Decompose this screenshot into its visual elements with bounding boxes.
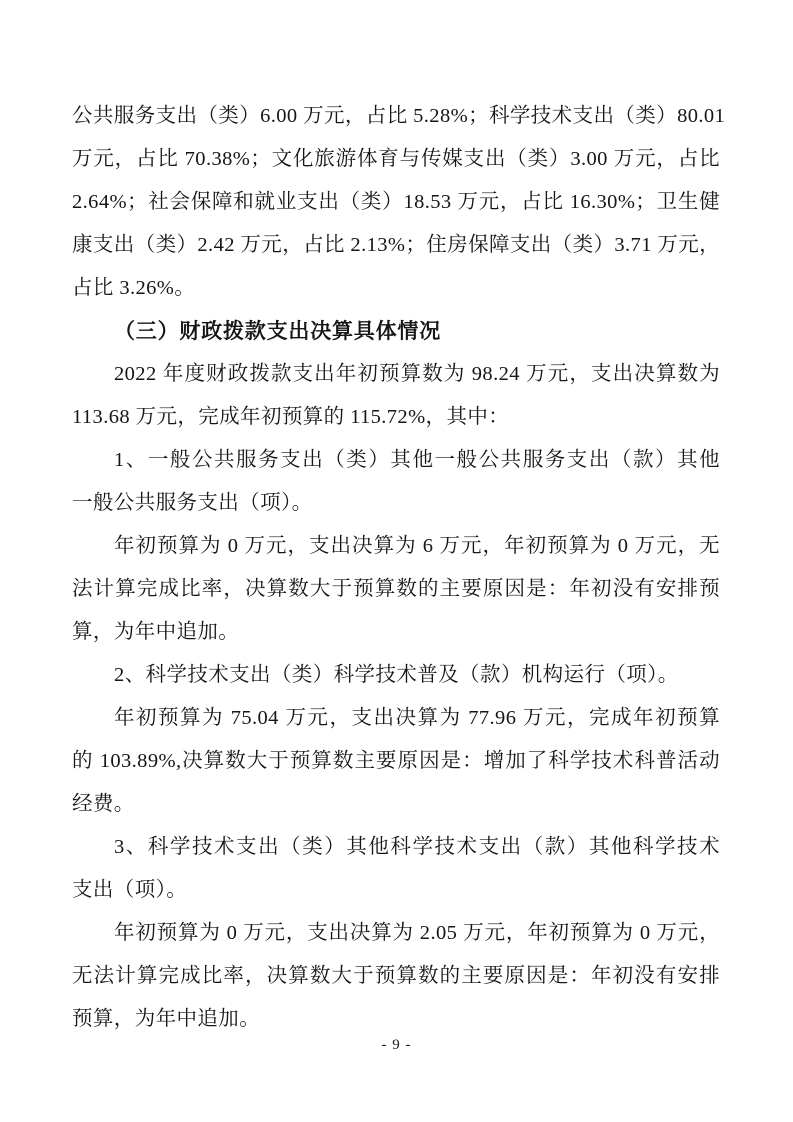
text-line: 2022 年度财政拨款支出年初预算数为 98.24 万元，支出决算数为 bbox=[114, 363, 720, 385]
text-line: 2.64%；社会保障和就业支出（类）18.53 万元，占比 16.30%；卫生健 bbox=[72, 191, 720, 213]
text-line: 预算，为年中追加。 bbox=[72, 1008, 261, 1030]
text-line: 占比 3.26%。 bbox=[72, 277, 196, 299]
text-line: 年初预算为 75.04 万元，支出决算为 77.96 万元，完成年初预算 bbox=[114, 707, 720, 729]
text-line: 3、科学技术支出（类）其他科学技术支出（款）其他科学技术 bbox=[114, 836, 720, 858]
text-line: 2、科学技术支出（类）科学技术普及（款）机构运行（项）。 bbox=[114, 664, 679, 686]
text-line: 1、一般公共服务支出（类）其他一般公共服务支出（款）其他 bbox=[114, 449, 720, 471]
text-line: 法计算完成比率，决算数大于预算数的主要原因是：年初没有安排预 bbox=[72, 578, 720, 600]
text-line: 公共服务支出（类）6.00 万元，占比 5.28%；科学技术支出（类）80.01 bbox=[72, 105, 726, 127]
text-line: 年初预算为 0 万元，支出决算为 2.05 万元，年初预算为 0 万元， bbox=[114, 922, 720, 944]
section-heading: （三）财政拨款支出决算具体情况 bbox=[114, 319, 441, 343]
document-body bbox=[72, 95, 726, 1041]
text-line: 113.68 万元，完成年初预算的 115.72%，其中： bbox=[72, 406, 510, 428]
text-line: 经费。 bbox=[72, 793, 135, 815]
text-line: 万元，占比 70.38%；文化旅游体育与传媒支出（类）3.00 万元，占比 bbox=[72, 148, 720, 170]
text-line: 年初预算为 0 万元，支出决算为 6 万元，年初预算为 0 万元，无 bbox=[114, 535, 720, 557]
text-line: 一般公共服务支出（项）。 bbox=[72, 492, 313, 514]
text-line: 的 103.89%,决算数大于预算数主要原因是：增加了科学技术科普活动 bbox=[72, 750, 720, 772]
text-line: 无法计算完成比率，决算数大于预算数的主要原因是：年初没有安排 bbox=[72, 965, 720, 987]
page-number: - 9 - bbox=[381, 1037, 412, 1053]
text-line: 康支出（类）2.42 万元，占比 2.13%；住房保障支出（类）3.71 万元， bbox=[72, 234, 721, 256]
text-line: 支出（项）。 bbox=[72, 879, 188, 901]
text-line: 算，为年中追加。 bbox=[72, 621, 240, 643]
